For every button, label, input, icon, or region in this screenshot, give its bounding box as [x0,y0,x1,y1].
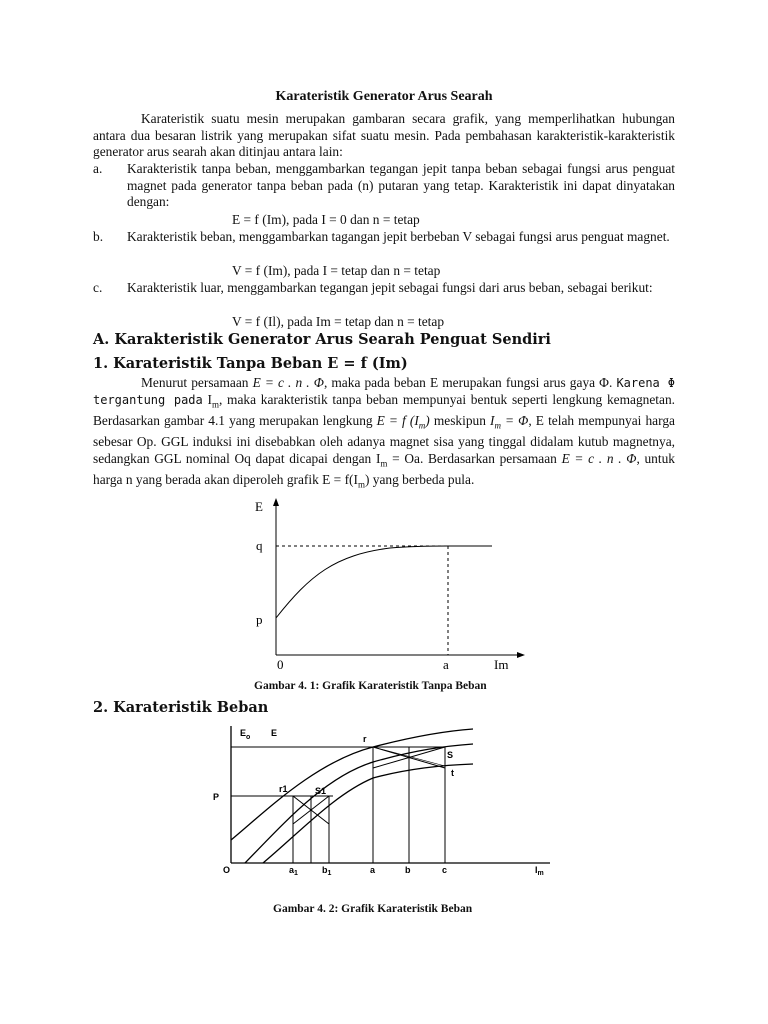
list-item-text: Karakteristik tanpa beban, menggambarkan tegangan jepit tanpa beban sebagai fungsi arus penguat magnet pada generator tanpa beban pada (n) putaran yang tetap. Karakteristik ini dapat dinyatakan dengan: [127,161,675,210]
fig2-label-O: O [223,865,231,875]
list-marker: c. [93,280,103,295]
fig2-label-Eo: $E_o$ [240,728,251,741]
fig2-caption: Gambar 4. 2: Grafik Karateristik Beban [273,903,473,915]
figure-4-1 [240,495,530,680]
fig2-label-S1: S1 [315,786,327,796]
fig1-label-Im: Im [494,657,509,672]
fig2-label-b1: $b_1$ [322,865,332,877]
list-item-text: Karakteristik beban, menggambarkan tagangan jepit berbeban V sebagai fungsi arus penguat magnet. [127,229,670,244]
document-title: Karateristik Generator Arus Searah [275,89,493,104]
list-marker: b. [93,229,104,244]
fig2-curve-load-1 [245,744,473,863]
intro-paragraph: Karateristik suatu mesin merupakan gambaran secara grafik, yang memperlihatkan hubungan antara dua besaran listrik yang merupakan sifat suatu mesin. Pada pembahasan karakteristik-karakteristik generator arus searah akan ditinjau antara lain: [93,111,675,160]
fig1-y-axis-arrow [273,498,279,506]
fig1-label-E: E [255,499,263,514]
section-a-heading: A. Karakteristik Generator Arus Searah Penguat Sendiri [93,331,551,348]
fig1-label-q: q [256,538,263,553]
list-item-a [93,161,675,211]
fig2-label-a: a [370,865,376,875]
fig2-label-b: b [405,865,411,875]
fig2-label-Im: $I_m$ [535,865,544,877]
list-marker: a. [93,161,103,176]
paragraph-1: Menurut persamaan E = c . n . Φ, maka pada beban E merupakan fungsi arus gaya Φ. Karena Φ tergantung pada $I_m$, maka karakteristik tanpa beban mempunyai bentuk seperti lengkung kemagnetan. Berdasarkan gambar 4.1 yang merupakan lengkung E = f $(I_m)$ meskipun $I_m = \Phi$, E telah mempunyai harga sebesar Op. GGL induksi ini disebabkan oleh adanya magnet sisa yang tinggal didalam kutub magnetnya, sedangkan GGL nominal Oq dapat dicapai dengan $I_m = Oa$. Berdasarkan persamaan E = c . n . Φ, untuk harga n yang berada akan diperoleh grafik $E = f(I_m)$ yang berbeda pula. [93,375,675,490]
list-item-c [93,280,675,297]
formula-b: V = f (Im), pada I = tetap dan n = tetap [232,263,441,278]
formula-c: V = f (Il), pada Im = tetap dan n = tetap [232,314,445,329]
fig2-label-c: c [442,865,448,875]
section-1-heading: 1. Karateristik Tanpa Beban E = f (Im) [93,355,408,372]
fig1-label-0: 0 [277,657,284,672]
fig1-label-a: a [443,657,449,672]
fig2-label-t: t [451,768,454,778]
figure-4-2 [205,722,560,882]
list-item-b [93,229,675,246]
fig2-label-r1: r1 [279,784,288,794]
fig2-label-P: P [213,792,220,802]
fig2-label-a1: $a_1$ [289,865,298,877]
fig1-magnetization-curve [276,546,492,618]
fig1-x-axis-arrow [517,652,525,658]
fig1-caption: Gambar 4. 1: Grafik Karateristik Tanpa Beban [254,680,487,692]
fig1-label-p: p [256,612,263,627]
section-2-heading: 2. Karateristik Beban [93,699,269,716]
fig2-label-S: S [447,750,454,760]
list-item-text: Karakteristik luar, menggambarkan tegangan jepit sebagai fungsi dari arus beban, sebagai berikut: [127,280,653,295]
fig2-curve-no-load [231,729,473,840]
formula-a: E = f (Im), pada I = 0 dan n = tetap [232,212,420,227]
fig2-label-r: r [363,734,367,744]
fig2-label-E: E [271,728,278,738]
